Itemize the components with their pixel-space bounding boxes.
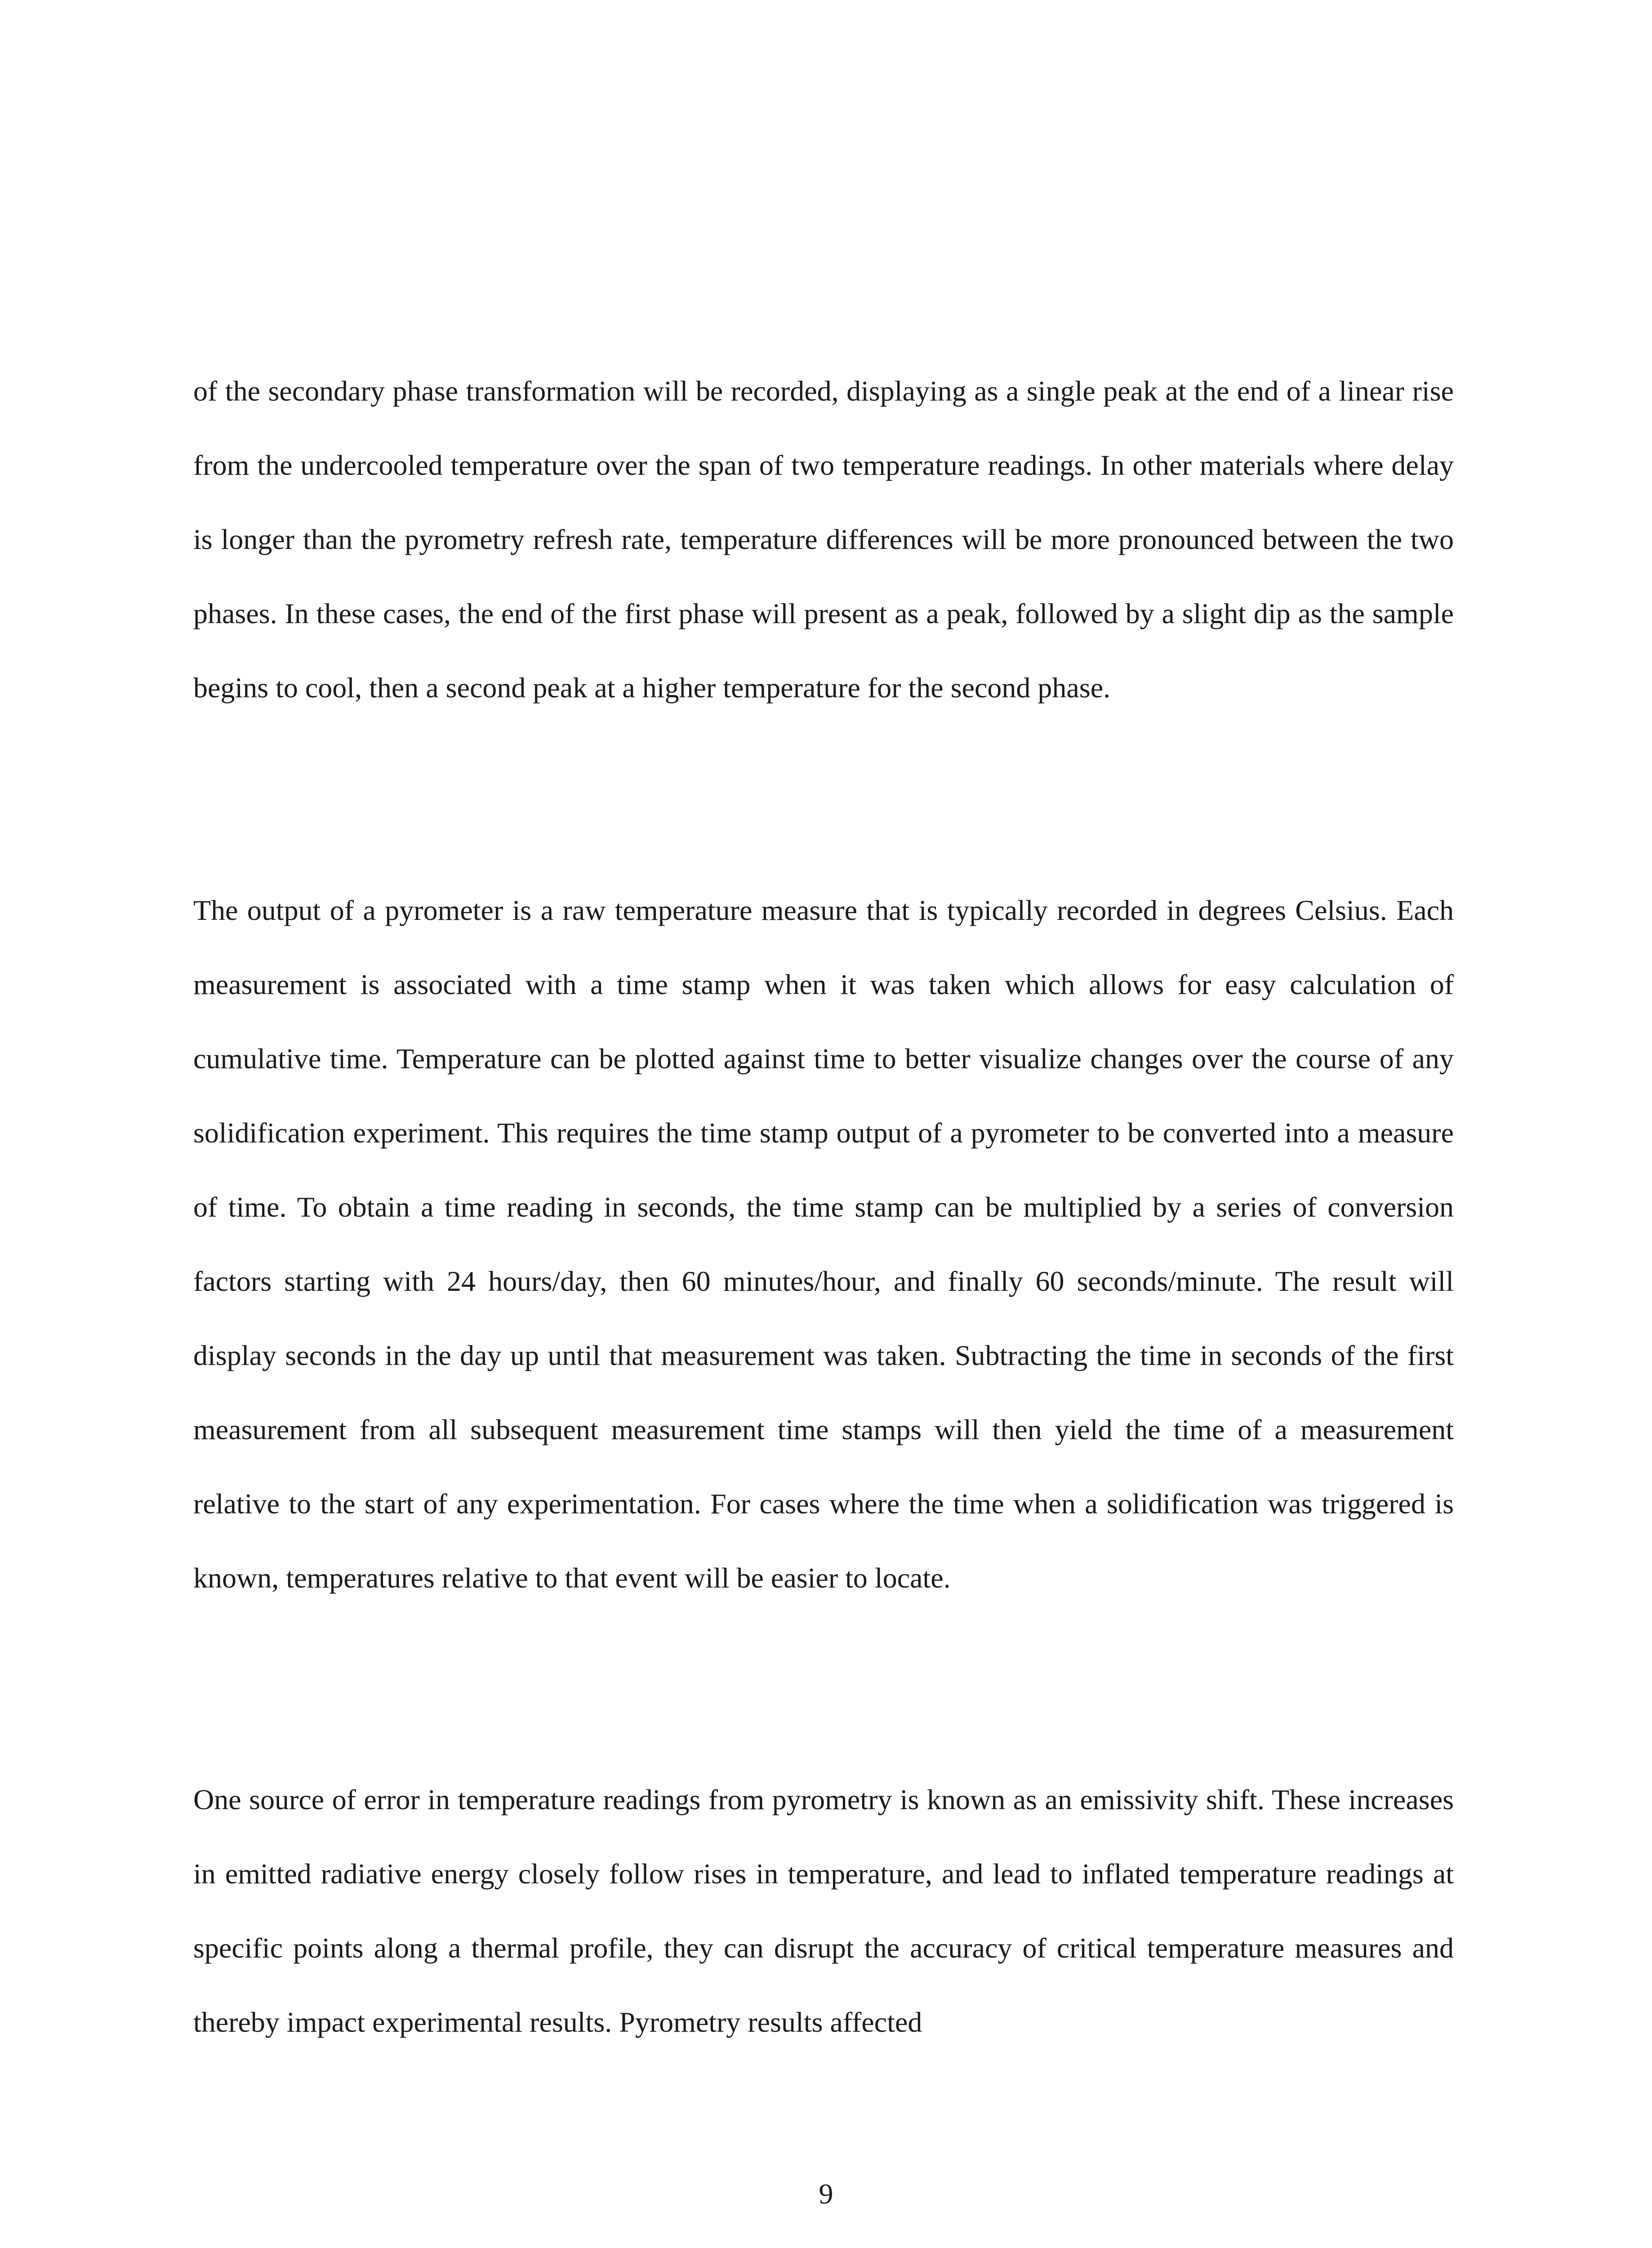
page-number: 9 [819,2178,833,2210]
body-paragraph-3: One source of error in temperature readings from pyrometry is known as an emissivity shift. These increases in emitted radiative energy closely follow rises in temperature, and lead to inflated temperature readings at specific points along a thermal profile, they can disrupt the accuracy of critical temperature measures and thereby impact experimental results. Pyrometry results affected [193,1784,1454,2038]
body-paragraph-2: The output of a pyrometer is a raw temperature measure that is typically recorded in degrees Celsius. Each measurement is associated with a time stamp when it was taken which allows for easy calculation of cumulative time. Temperature can be plotted against time to better visualize changes over the course of any solidification experiment. This requires the time stamp output of a pyrometer to be converted into a measure of time. To obtain a time reading in seconds, the time stamp can be multiplied by a series of conversion factors starting with 24 hours/day, then 60 minutes/hour, and finally 60 seconds/minute. The result will display seconds in the day up until that measurement was taken. Subtracting the time in seconds of the first measurement from all subsequent measurement time stamps will then yield the time of a measurement relative to the start of any experimentation. For cases where the time when a solidification was triggered is known, temperatures relative to that event will be easier to locate. [193,894,1454,1594]
body-paragraph-1: of the secondary phase transformation will be recorded, displaying as a single peak at the end of a linear rise from the undercooled temperature over the span of two temperature readings. In other materials where delay is longer than the pyrometry refresh rate, temperature differences will be more pronounced between the two phases. In these cases, the end of the first phase will present as a peak, followed by a slight dip as the sample begins to cool, then a second peak at a higher temperature for the second phase. [193,375,1454,704]
